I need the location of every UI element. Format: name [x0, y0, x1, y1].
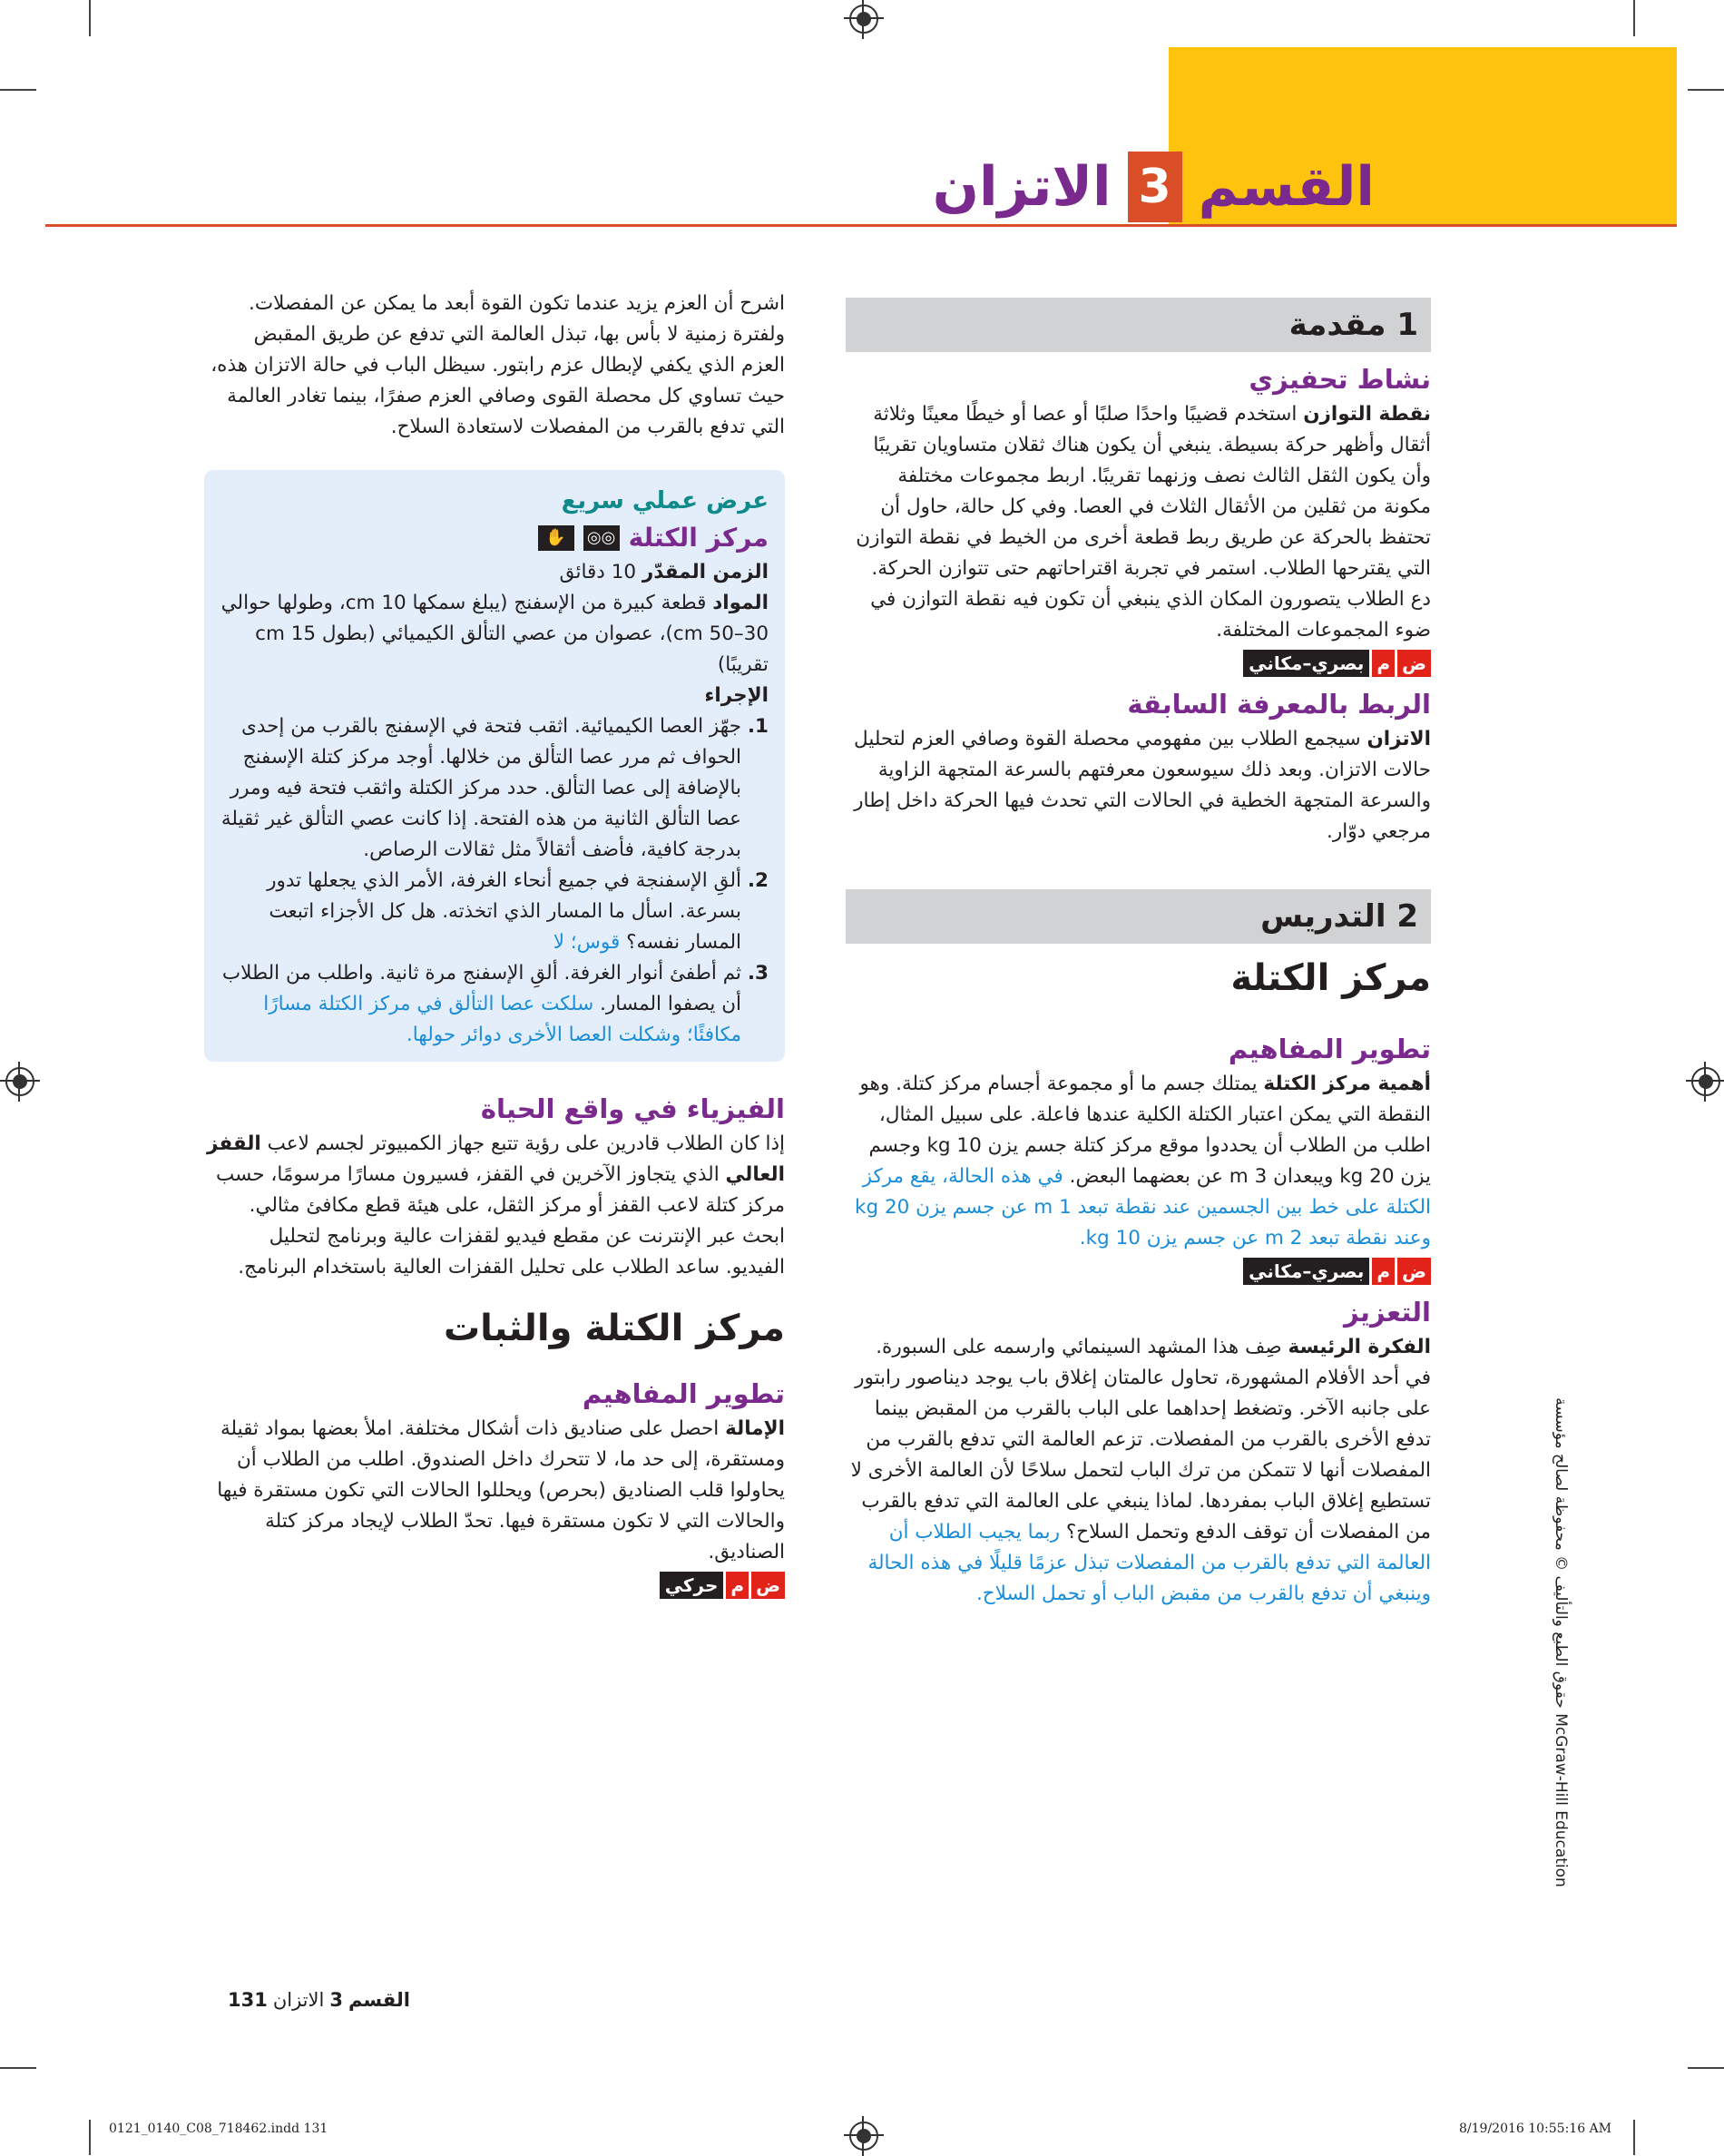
tilt-paragraph: الإمالة احصل على صناديق ذات أشكال مختلفة. املأ بعضها بمواد ثقيلة ومستقرة، إلى حد ما، لا تتحرك داخل الصندوق. اطلب من الطلاب أن يحاولوا قلب الصناديق (بحرص) ويحللوا الحالات التي تكون مستقرة فيها والحالات التي لا تكون مستقرة فيها. تحدّ الطلاب لإيجاد مركز كتلة الصناديق.	[217, 1417, 785, 1563]
crop-mark	[1688, 2067, 1724, 2069]
crop-mark	[1688, 89, 1724, 91]
real-life-paragraph: إذا كان الطلاب قادرين على رؤية تتبع جهاز الكمبيوتر لجسم لاعب القفز العالي الذي يتجاوز الآخرين في القفز، فسيرون مسارًا مرسومًا، حسب مركز كتلة لاعب القفز أو مركز الثقل، على هيئة قطع مكافئ مثالي. ابحث عبر الإنترنت عن مقطع فيديو لقفزات عالية وبرنامج لتحليل الفيديو. ساعد الطلاب على تحليل القفزات العالية باستخدام البرنامج.	[207, 1132, 785, 1279]
right-column	[846, 298, 1431, 1610]
registration-mark	[5, 1067, 34, 1096]
importance-paragraph: أهمية مركز الكتلة يمتلك جسم ما أو مجموعة أجسام مركز كتلة. وهو النقطة التي يمكن اعتبار الكتلة الكلية عندها فاعلة. على سبيل المثال، اطلب من الطلاب أن يحددوا موقع مركز كتلة جسم يزن 10 kg وجسم يزن 20 kg ويبعدان 3 m عن بعضهما البعض. في هذه الحالة، يقع مركز الكتلة على خط بين الجسمين عند نقطة تبعد 1 m عن جسم يزن 20 kg وعند نقطة تبعد 2 m عن جسم يزن 10 kg.	[855, 1073, 1431, 1250]
page-footer	[228, 1989, 410, 2011]
apron-icon: ✋	[538, 525, 574, 551]
stability-heading: مركز الكتلة والثبات	[443, 1308, 785, 1349]
crop-mark	[89, 0, 91, 36]
page-number: 131	[227, 1989, 268, 2011]
demo-time: الزمن المقدّر 10 دقائق	[559, 561, 769, 583]
goggles-icon: ◎◎	[583, 525, 620, 551]
copyright-sidebar: حقوق الطبع والتأليف © محفوظة لصالح مؤسسة McGraw-Hill Education	[1552, 1397, 1570, 1887]
crop-mark	[0, 89, 36, 91]
crop-mark	[89, 2120, 91, 2155]
page-title	[933, 151, 1375, 223]
section-number: 3	[1128, 152, 1182, 222]
concepts-heading-left: تطوير المفاهيم	[582, 1378, 785, 1409]
strategy-tags: ض م بصري–مكاني	[846, 650, 1431, 677]
quick-demo-box	[204, 470, 785, 1062]
section-title: الاتزان	[932, 155, 1112, 219]
demo-step: 3. ثم أطفئ أنوار الغرفة. ألقِ الإسفنج مرة ثانية. واطلب من الطلاب أن يصفوا المسار. سلكت عصا التألق في مركز الكتلة مسارًا مكافئًا؛ وشكلت العصا الأخرى دوائر حولها.	[221, 962, 769, 1046]
equilibrium-paragraph: الاتزان سيجمع الطلاب بين مفهومي محصلة القوة وصافي العزم لتحليل حالات الاتزان. وبعد ذلك سيوسعون معرفتهم بالسرعة المتجهة الزاوية والسرعة المتجهة الخطية في الحالات التي تحدث فيها الحركة داخل إطار مرجعي دوّار.	[854, 728, 1431, 843]
section-word: القسم	[1198, 155, 1375, 219]
demo-procedure-label: الإجراء	[704, 684, 769, 707]
footer-section-number: 3	[329, 1989, 343, 2011]
crop-mark	[0, 2067, 36, 2069]
footer-title: الاتزان	[272, 1989, 325, 2011]
demo-step: 2. ألقِ الإسفنجة في جميع أنحاء الغرفة، الأمر الذي يجعلها تدور بسرعة. اسأل ما المسار الذي اتخذته. هل كل الأجزاء اتبعت المسار نفسه؟ قوس؛ لا	[267, 869, 769, 954]
demo-title: عرض عملي سريع	[561, 487, 769, 514]
strategy-tags: ض م حركي	[204, 1572, 785, 1599]
date-slug: 8/19/2016 10:55:16 AM	[1459, 2122, 1612, 2136]
intro-bar: 1 مقدمة	[846, 298, 1431, 352]
demo-materials: المواد قطعة كبيرة من الإسفنج (يبلغ سمكها 10 cm، وطولها حوالي 30–50 cm)، عصوان من عصي التألق الكيميائي (بطول 15 cm تقريبًا)	[220, 592, 769, 676]
reinforce-heading: التعزيز	[1343, 1297, 1431, 1328]
demo-subtitle: مركز الكتلة ◎◎ ✋	[220, 519, 769, 557]
crop-mark	[1633, 0, 1635, 36]
center-of-mass-heading: مركز الكتلة	[1230, 957, 1431, 999]
concepts-heading: تطوير المفاهيم	[1228, 1034, 1431, 1064]
strategy-tags: ض م بصري–مكاني	[846, 1258, 1431, 1285]
registration-mark	[1691, 1067, 1720, 1096]
left-column	[204, 289, 785, 1606]
header-rule	[45, 224, 1677, 227]
demo-step: 1. جهّز العصا الكيميائية. اثقب فتحة في الإسفنج بالقرب من إحدى الحواف ثم مرر عصا التألق من خلالها. أوجد مركز كتلة الإسفنج بالإضافة إلى عصا التألق. حدد مركز الكتلة واثقب فتحة فيه ومرر عصا التألق الثانية من هذه الفتحة. إذا كانت عصي التألق غير ثقيلة بدرجة كافية، فأضف أثقالاً مثل ثقالات الرصاص.	[220, 715, 769, 861]
motivation-heading: نشاط تحفيزي	[1249, 364, 1431, 395]
footer-section-word: القسم	[348, 1989, 410, 2011]
prior-knowledge-heading: الربط بالمعرفة السابقة	[1127, 689, 1431, 720]
teach-bar: 2 التدريس	[846, 889, 1431, 944]
registration-mark	[849, 5, 878, 34]
real-life-heading: الفيزياء في واقع الحياة	[480, 1093, 785, 1124]
crop-mark	[1633, 2120, 1635, 2155]
torque-explanation: اشرح أن العزم يزيد عندما تكون القوة أبعد ما يمكن عن المفصلات. ولفترة زمنية لا بأس بها، تبذل العالمة التي تدفع عن طريق المقبض العزم الذي يكفي لإبطال عزم رابتور. سيظل الباب في حالة الاتزان هذه، حيث تساوي كل محصلة القوى وصافي العزم صفرًا، بينما تغادر العالمة التي تدفع بالقرب من المفصلات لاستعادة السلاح.	[211, 292, 785, 438]
file-slug: 0121_0140_C08_718462.indd 131	[109, 2122, 328, 2136]
balance-point-paragraph: نقطة التوازن استخدم قضيبًا واحدًا صلبًا أو عصا أو خيطًا معينًا وثلاثة أثقال وأظهر حركة بسيطة. ينبغي أن يكون هناك ثقلان متساويان تقريبًا وأن يكون الثقل الثالث نصف وزنهما تقريبًا. اربط مجموعات مختلفة مكونة من ثقلين من الأثقال الثلاث في العصا. وفي كل حالة، حاول أن تحتفظ بالحركة عن طريق ربط قطعة أخرى من الخيط في نقطة التوازن التي يقترحها الطلاب. استمر في تجربة اقتراحاتهم حتى تتوازن الحركة. دع الطلاب يتصورون المكان الذي ينبغي أن تكون فيه نقطة التوازن في ضوء المجموعات المختلفة.	[856, 403, 1431, 642]
registration-mark	[849, 2122, 878, 2151]
main-idea-paragraph: الفكرة الرئيسة صِف هذا المشهد السينمائي وارسمه على السبورة. في أحد الأفلام المشهورة، تحاول عالمتان إغلاق باب يوجد ديناصور رابتور على جانبه الآخر. وتضغط إحداهما على الباب بالقرب من المقبض بينما تدفع الأخرى بالقرب من المفصلات. تزعم العالمة التي تدفع بالقرب من المفصلات أنها لا تتمكن من ترك الباب لتحمل سلاحًا لأن العالمة الأخرى لا تستطيع إغلاق الباب بمفردها. لماذا ينبغي على العالمة التي تدفع بالقرب من المفصلات أن توقف الدفع وتحمل السلاح؟ ربما يجيب الطلاب أن العالمة التي تدفع بالقرب من المفصلات تبذل عزمًا قليلًا في هذه الحالة وينبغي أن تدفع بالقرب من مقبض الباب أو تحمل السلاح.	[850, 1336, 1431, 1605]
